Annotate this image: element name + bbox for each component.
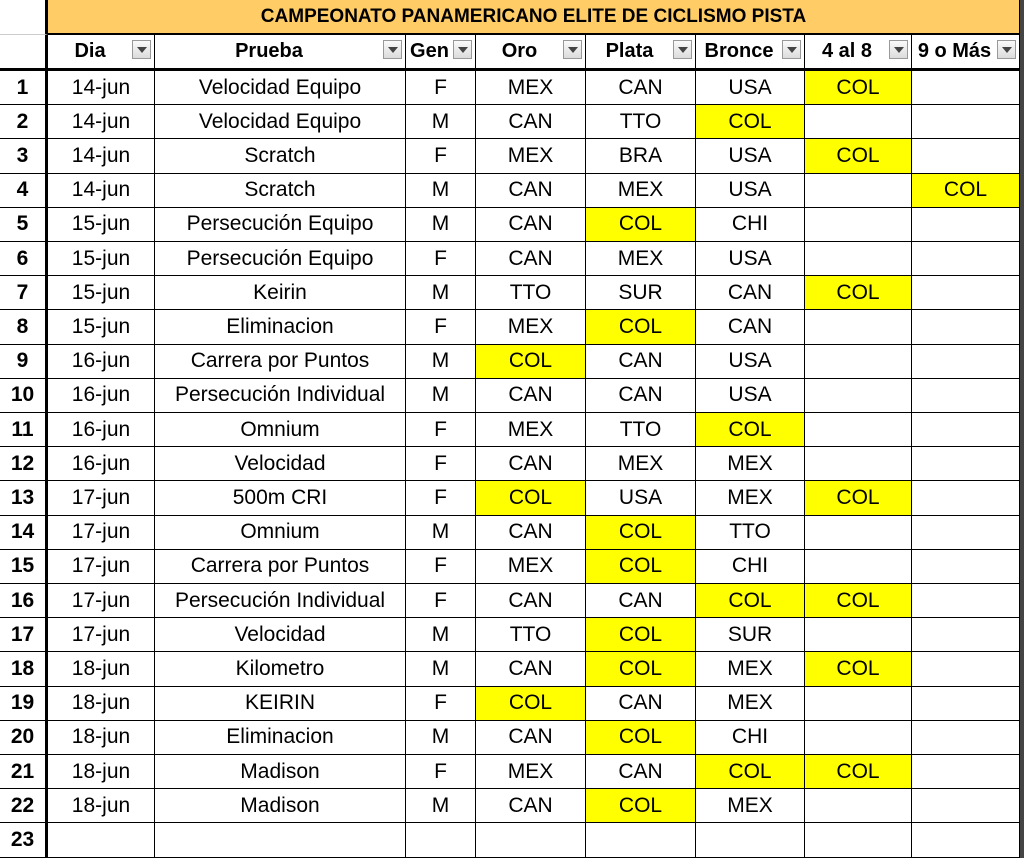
column-header-dia[interactable] [48, 35, 155, 71]
cell-dia[interactable]: 15-jun [48, 242, 155, 276]
column-header-prueba[interactable] [155, 35, 406, 71]
cell-plata[interactable]: COL [586, 789, 696, 823]
row-number[interactable]: 17 [0, 618, 48, 652]
cell-oro[interactable]: CAN [476, 789, 586, 823]
cell-plata[interactable]: TTO [586, 105, 696, 139]
title-row-number-cell [0, 0, 48, 35]
cell-nueve_mas[interactable] [912, 413, 1020, 447]
cell-prueba[interactable]: Omnium [155, 413, 406, 447]
cell-plata[interactable]: SUR [586, 276, 696, 310]
table-row [0, 687, 1024, 721]
filter-dropdown-icon[interactable] [997, 40, 1016, 59]
filter-dropdown-icon[interactable] [782, 40, 801, 59]
cell-oro[interactable]: MEX [476, 755, 586, 789]
cell-prueba[interactable]: Scratch [155, 139, 406, 173]
cell-oro[interactable]: MEX [476, 139, 586, 173]
row-number[interactable]: 10 [0, 379, 48, 413]
cell-cuarto_octavo[interactable] [805, 789, 912, 823]
cell-dia[interactable]: 17-jun [48, 584, 155, 618]
cell-gen[interactable]: M [406, 174, 476, 208]
cell-dia[interactable]: 18-jun [48, 789, 155, 823]
row-number[interactable]: 5 [0, 208, 48, 242]
cell-gen[interactable]: F [406, 481, 476, 515]
cell-gen[interactable]: F [406, 550, 476, 584]
cell-prueba[interactable]: Omnium [155, 516, 406, 550]
column-header-label: Dia [74, 40, 106, 62]
cell-plata[interactable]: MEX [586, 242, 696, 276]
cell-prueba[interactable]: Keirin [155, 276, 406, 310]
cell-bronce[interactable]: MEX [696, 789, 805, 823]
cell-gen[interactable]: F [406, 687, 476, 721]
filter-dropdown-icon[interactable] [453, 40, 472, 59]
cell-dia[interactable]: 18-jun [48, 721, 155, 755]
row-number[interactable]: 22 [0, 789, 48, 823]
table-row [0, 310, 1024, 344]
cell-dia[interactable]: 14-jun [48, 174, 155, 208]
cell-oro[interactable]: CAN [476, 584, 586, 618]
cell-plata[interactable]: COL [586, 721, 696, 755]
cell-cuarto_octavo[interactable] [805, 242, 912, 276]
cell-bronce[interactable]: USA [696, 242, 805, 276]
cell-prueba[interactable]: Velocidad Equipo [155, 105, 406, 139]
cell-plata[interactable]: CAN [586, 584, 696, 618]
table-row [0, 721, 1024, 755]
cell-cuarto_octavo[interactable] [805, 823, 912, 857]
table-row [0, 755, 1024, 789]
cell-dia[interactable]: 16-jun [48, 345, 155, 379]
cell-gen[interactable]: F [406, 584, 476, 618]
filter-dropdown-icon[interactable] [563, 40, 582, 59]
cell-bronce[interactable]: MEX [696, 481, 805, 515]
cell-gen[interactable]: F [406, 755, 476, 789]
cell-plata[interactable]: USA [586, 481, 696, 515]
cell-prueba[interactable]: 500m CRI [155, 481, 406, 515]
table-row [0, 584, 1024, 618]
cell-oro[interactable] [476, 823, 586, 857]
cell-bronce[interactable]: COL [696, 105, 805, 139]
cell-dia[interactable]: 18-jun [48, 652, 155, 686]
cell-bronce[interactable]: CAN [696, 310, 805, 344]
cell-nueve_mas[interactable] [912, 208, 1020, 242]
cell-nueve_mas[interactable] [912, 516, 1020, 550]
cell-plata[interactable] [586, 823, 696, 857]
cell-cuarto_octavo[interactable]: COL [805, 652, 912, 686]
cell-bronce[interactable]: USA [696, 139, 805, 173]
cell-gen[interactable]: M [406, 276, 476, 310]
cell-dia[interactable]: 16-jun [48, 413, 155, 447]
cell-dia[interactable]: 16-jun [48, 447, 155, 481]
cell-oro[interactable]: TTO [476, 618, 586, 652]
row-number[interactable]: 18 [0, 652, 48, 686]
row-number[interactable]: 13 [0, 481, 48, 515]
cell-gen[interactable]: M [406, 345, 476, 379]
cell-cuarto_octavo[interactable] [805, 174, 912, 208]
cell-bronce[interactable]: MEX [696, 687, 805, 721]
table-row [0, 516, 1024, 550]
header-row [0, 35, 1024, 71]
cell-bronce[interactable]: CHI [696, 550, 805, 584]
cell-bronce[interactable]: USA [696, 379, 805, 413]
cell-oro[interactable]: MEX [476, 550, 586, 584]
cell-oro[interactable]: COL [476, 345, 586, 379]
cell-gen[interactable]: M [406, 652, 476, 686]
cell-prueba[interactable]: Persecución Equipo [155, 208, 406, 242]
cell-cuarto_octavo[interactable] [805, 721, 912, 755]
row-number[interactable]: 19 [0, 687, 48, 721]
column-header-plata[interactable] [586, 35, 696, 71]
cell-oro[interactable]: COL [476, 687, 586, 721]
cell-gen[interactable]: M [406, 379, 476, 413]
table-row [0, 652, 1024, 686]
sheet-title[interactable]: CAMPEONATO PANAMERICANO ELITE DE CICLISMO PISTA [48, 0, 1020, 35]
cell-plata[interactable]: MEX [586, 447, 696, 481]
cell-gen[interactable]: F [406, 242, 476, 276]
cell-nueve_mas[interactable] [912, 276, 1020, 310]
column-header-oro[interactable] [476, 35, 586, 71]
table-row [0, 345, 1024, 379]
cell-nueve_mas[interactable] [912, 652, 1020, 686]
cell-nueve_mas[interactable] [912, 71, 1020, 105]
table-row [0, 481, 1024, 515]
cell-prueba[interactable]: Kilometro [155, 652, 406, 686]
cell-plata[interactable]: COL [586, 618, 696, 652]
cell-prueba[interactable]: Velocidad [155, 447, 406, 481]
table-row [0, 789, 1024, 823]
cell-prueba[interactable]: Persecución Equipo [155, 242, 406, 276]
cell-dia[interactable]: 14-jun [48, 71, 155, 105]
cell-nueve_mas[interactable] [912, 379, 1020, 413]
table-row [0, 276, 1024, 310]
cell-prueba[interactable]: Carrera por Puntos [155, 550, 406, 584]
cell-oro[interactable]: MEX [476, 413, 586, 447]
row-number[interactable]: 9 [0, 345, 48, 379]
cell-bronce[interactable]: COL [696, 584, 805, 618]
cell-plata[interactable]: COL [586, 208, 696, 242]
cell-oro[interactable]: CAN [476, 379, 586, 413]
column-header-label: 9 o Más [917, 40, 992, 62]
cell-dia[interactable]: 15-jun [48, 208, 155, 242]
filter-dropdown-icon[interactable] [383, 40, 402, 59]
column-header-gen[interactable] [406, 35, 476, 71]
table-row [0, 618, 1024, 652]
cell-dia[interactable]: 17-jun [48, 550, 155, 584]
cell-dia[interactable] [48, 823, 155, 857]
cell-cuarto_octavo[interactable]: COL [805, 71, 912, 105]
row-number[interactable]: 16 [0, 584, 48, 618]
cell-oro[interactable]: CAN [476, 516, 586, 550]
column-header-label: Gen [410, 40, 449, 62]
filter-dropdown-icon[interactable] [673, 40, 692, 59]
cell-nueve_mas[interactable] [912, 618, 1020, 652]
cell-dia[interactable]: 15-jun [48, 276, 155, 310]
row-number[interactable]: 2 [0, 105, 48, 139]
window-edge [1020, 0, 1024, 858]
cell-bronce[interactable]: MEX [696, 652, 805, 686]
cell-cuarto_octavo[interactable]: COL [805, 584, 912, 618]
cell-plata[interactable]: COL [586, 516, 696, 550]
cell-gen[interactable]: M [406, 721, 476, 755]
table-row [0, 550, 1024, 584]
cell-nueve_mas[interactable] [912, 447, 1020, 481]
row-number[interactable]: 3 [0, 139, 48, 173]
cell-nueve_mas[interactable] [912, 823, 1020, 857]
cell-prueba[interactable]: Persecución Individual [155, 584, 406, 618]
column-header-cuarto_octavo[interactable] [805, 35, 912, 71]
cell-cuarto_octavo[interactable] [805, 379, 912, 413]
cell-gen[interactable]: F [406, 447, 476, 481]
cell-gen[interactable]: M [406, 618, 476, 652]
cell-gen[interactable]: M [406, 105, 476, 139]
row-number[interactable]: 4 [0, 174, 48, 208]
cell-cuarto_octavo[interactable]: COL [805, 276, 912, 310]
table-row [0, 242, 1024, 276]
column-header-label: Prueba [235, 40, 303, 62]
cell-dia[interactable]: 18-jun [48, 755, 155, 789]
cell-prueba[interactable]: Scratch [155, 174, 406, 208]
cell-nueve_mas[interactable]: COL [912, 174, 1020, 208]
cell-plata[interactable]: CAN [586, 755, 696, 789]
cell-plata[interactable]: BRA [586, 139, 696, 173]
cell-plata[interactable]: CAN [586, 71, 696, 105]
cell-cuarto_octavo[interactable] [805, 550, 912, 584]
cell-bronce[interactable]: CAN [696, 276, 805, 310]
cell-cuarto_octavo[interactable]: COL [805, 481, 912, 515]
cell-nueve_mas[interactable] [912, 242, 1020, 276]
cell-dia[interactable]: 14-jun [48, 139, 155, 173]
cell-gen[interactable]: M [406, 516, 476, 550]
cell-bronce[interactable]: CHI [696, 208, 805, 242]
cell-bronce[interactable]: COL [696, 755, 805, 789]
column-header-label: 4 al 8 [821, 40, 873, 62]
cell-prueba[interactable]: Madison [155, 755, 406, 789]
table-row [0, 823, 1024, 857]
cell-dia[interactable]: 17-jun [48, 618, 155, 652]
cell-plata[interactable]: COL [586, 550, 696, 584]
cell-dia[interactable]: 14-jun [48, 105, 155, 139]
column-header-bronce[interactable] [696, 35, 805, 71]
cell-dia[interactable]: 15-jun [48, 310, 155, 344]
cell-oro[interactable]: MEX [476, 310, 586, 344]
cell-cuarto_octavo[interactable]: COL [805, 139, 912, 173]
filter-dropdown-icon[interactable] [889, 40, 908, 59]
cell-cuarto_octavo[interactable] [805, 618, 912, 652]
cell-gen[interactable]: F [406, 71, 476, 105]
cell-plata[interactable]: TTO [586, 413, 696, 447]
table-row [0, 208, 1024, 242]
cell-plata[interactable]: CAN [586, 687, 696, 721]
cell-bronce[interactable]: TTO [696, 516, 805, 550]
select-all-corner[interactable] [0, 35, 48, 71]
cell-prueba[interactable] [155, 823, 406, 857]
row-number[interactable]: 11 [0, 413, 48, 447]
cell-nueve_mas[interactable] [912, 105, 1020, 139]
table-row [0, 379, 1024, 413]
cell-nueve_mas[interactable] [912, 755, 1020, 789]
row-number[interactable]: 6 [0, 242, 48, 276]
column-header-label: Plata [605, 40, 654, 62]
cell-cuarto_octavo[interactable]: COL [805, 755, 912, 789]
cell-plata[interactable]: CAN [586, 379, 696, 413]
cell-bronce[interactable]: USA [696, 71, 805, 105]
cell-plata[interactable]: COL [586, 652, 696, 686]
row-number[interactable]: 21 [0, 755, 48, 789]
cell-oro[interactable]: CAN [476, 721, 586, 755]
cell-nueve_mas[interactable] [912, 721, 1020, 755]
cell-nueve_mas[interactable] [912, 345, 1020, 379]
cell-nueve_mas[interactable] [912, 550, 1020, 584]
cell-cuarto_octavo[interactable] [805, 105, 912, 139]
cell-prueba[interactable]: Eliminacion [155, 310, 406, 344]
cell-nueve_mas[interactable] [912, 687, 1020, 721]
cell-bronce[interactable]: USA [696, 345, 805, 379]
cell-cuarto_octavo[interactable] [805, 345, 912, 379]
table-row [0, 413, 1024, 447]
cell-bronce[interactable]: SUR [696, 618, 805, 652]
cell-oro[interactable]: CAN [476, 242, 586, 276]
cell-prueba[interactable]: Persecución Individual [155, 379, 406, 413]
cell-prueba[interactable]: Velocidad [155, 618, 406, 652]
cell-cuarto_octavo[interactable] [805, 516, 912, 550]
cell-dia[interactable]: 16-jun [48, 379, 155, 413]
table-row [0, 105, 1024, 139]
cell-cuarto_octavo[interactable] [805, 687, 912, 721]
table-row [0, 139, 1024, 173]
cell-cuarto_octavo[interactable] [805, 310, 912, 344]
cell-plata[interactable]: MEX [586, 174, 696, 208]
row-number[interactable]: 14 [0, 516, 48, 550]
cell-bronce[interactable] [696, 823, 805, 857]
row-number[interactable]: 12 [0, 447, 48, 481]
cell-prueba[interactable]: KEIRIN [155, 687, 406, 721]
cell-bronce[interactable]: USA [696, 174, 805, 208]
cell-nueve_mas[interactable] [912, 789, 1020, 823]
row-number[interactable]: 23 [0, 823, 48, 857]
table-row [0, 447, 1024, 481]
cell-nueve_mas[interactable] [912, 481, 1020, 515]
cell-gen[interactable]: M [406, 789, 476, 823]
cell-oro[interactable]: COL [476, 481, 586, 515]
cell-oro[interactable]: CAN [476, 105, 586, 139]
column-header-nueve_mas[interactable] [912, 35, 1020, 71]
cell-gen[interactable] [406, 823, 476, 857]
cell-oro[interactable]: CAN [476, 447, 586, 481]
cell-nueve_mas[interactable] [912, 584, 1020, 618]
table-row [0, 174, 1024, 208]
row-number[interactable]: 7 [0, 276, 48, 310]
cell-gen[interactable]: F [406, 310, 476, 344]
cell-prueba[interactable]: Madison [155, 789, 406, 823]
cell-oro[interactable]: TTO [476, 276, 586, 310]
cell-cuarto_octavo[interactable] [805, 208, 912, 242]
column-header-label: Bronce [704, 40, 774, 62]
cell-plata[interactable]: COL [586, 310, 696, 344]
cell-gen[interactable]: F [406, 413, 476, 447]
cell-gen[interactable]: M [406, 208, 476, 242]
cell-oro[interactable]: CAN [476, 174, 586, 208]
cell-prueba[interactable]: Velocidad Equipo [155, 71, 406, 105]
cell-cuarto_octavo[interactable] [805, 447, 912, 481]
row-number[interactable]: 20 [0, 721, 48, 755]
cell-prueba[interactable]: Carrera por Puntos [155, 345, 406, 379]
row-number[interactable]: 15 [0, 550, 48, 584]
cell-bronce[interactable]: MEX [696, 447, 805, 481]
cell-dia[interactable]: 17-jun [48, 516, 155, 550]
row-number[interactable]: 8 [0, 310, 48, 344]
cell-bronce[interactable]: COL [696, 413, 805, 447]
table-row [0, 71, 1024, 105]
cell-nueve_mas[interactable] [912, 139, 1020, 173]
cell-oro[interactable]: CAN [476, 208, 586, 242]
cell-plata[interactable]: CAN [586, 345, 696, 379]
cell-oro[interactable]: MEX [476, 71, 586, 105]
cell-bronce[interactable]: CHI [696, 721, 805, 755]
cell-nueve_mas[interactable] [912, 310, 1020, 344]
cell-dia[interactable]: 17-jun [48, 481, 155, 515]
column-header-label: Oro [501, 40, 538, 62]
cell-gen[interactable]: F [406, 139, 476, 173]
filter-dropdown-icon[interactable] [132, 40, 151, 59]
cell-prueba[interactable]: Eliminacion [155, 721, 406, 755]
row-number[interactable]: 1 [0, 71, 48, 105]
cell-dia[interactable]: 18-jun [48, 687, 155, 721]
cell-oro[interactable]: CAN [476, 652, 586, 686]
cell-cuarto_octavo[interactable] [805, 413, 912, 447]
